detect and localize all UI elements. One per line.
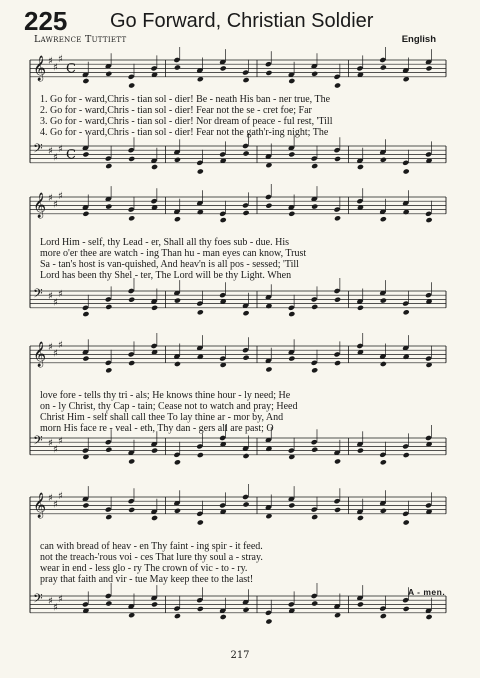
note-head: [220, 65, 227, 71]
bass-clef: 𝄢: [33, 433, 43, 452]
note-head: [220, 217, 227, 223]
note-head: [311, 600, 318, 606]
lyric-line: Lord has been thy Shel - ter, The Lord will be thy Light. When: [40, 270, 292, 281]
note-head: [105, 71, 112, 77]
time-signature: C: [66, 61, 76, 77]
note-head: [288, 151, 295, 157]
lyric-line: Christ Him - self shall call thee To lay thine ar - mor by, And: [40, 412, 284, 423]
note-head: [311, 163, 318, 169]
note-head: [220, 614, 227, 620]
key-signature-sharp: ♯: [58, 190, 63, 202]
note-head: [197, 452, 204, 458]
hymn-title: Go Forward, Christian Soldier: [110, 10, 374, 32]
note-head: [403, 168, 410, 174]
lyric-line: morn His face re - veal - eth, Thy dan - gers all are past; O: [40, 423, 274, 434]
note-head: [380, 157, 387, 163]
key-signature-sharp: ♯: [48, 56, 53, 67]
note-head: [174, 298, 181, 304]
note-head: [380, 64, 387, 70]
key-signature-sharp: ♯: [48, 342, 53, 353]
note-head: [128, 215, 135, 221]
note-head: [151, 448, 158, 454]
note-head: [357, 515, 364, 521]
note-head: [242, 310, 249, 316]
note-head: [105, 514, 112, 520]
key-signature-sharp: ♯: [58, 289, 63, 301]
bass-clef: 𝄢: [33, 286, 43, 305]
note-head: [151, 164, 158, 170]
note-head: [197, 309, 204, 315]
note-head: [174, 216, 181, 222]
note-head: [174, 613, 181, 619]
lyric-line: pray that faith and vir - tue May keep thee to the last!: [40, 574, 254, 585]
lyric-line: Lord Him - self, thy Lead - er, Shall all thy foes sub - due. His: [40, 237, 289, 248]
note-head: [311, 204, 318, 210]
note-head: [265, 203, 272, 209]
time-signature: C: [66, 147, 76, 163]
lyrics-system-3: [40, 390, 440, 434]
note-head: [242, 355, 249, 361]
note-head: [380, 216, 387, 222]
key-signature-sharp: ♯: [58, 53, 63, 65]
bass-clef: 𝄢: [33, 141, 43, 160]
key-signature-sharp: ♯: [58, 144, 63, 156]
lyrics-system-4: [40, 541, 440, 585]
note-head: [425, 65, 432, 71]
note-head: [403, 452, 410, 458]
bass-clef: 𝄢: [33, 591, 43, 610]
note-head: [151, 515, 158, 521]
lyric-line: not the treach-'rous voi - ces That lure thy soul a - stray.: [40, 552, 263, 563]
key-signature-sharp: ♯: [53, 602, 58, 614]
note-head: [242, 77, 249, 83]
lyric-line: on - ly Christ, thy Cap - tain; Cease not to watch and pray; Heed: [40, 401, 298, 412]
note-head: [82, 211, 89, 217]
amen-label: A - men.: [408, 587, 446, 597]
note-head: [311, 447, 318, 453]
note-head: [380, 613, 387, 619]
note-head: [197, 168, 204, 174]
author-credit: Lawrence Tuttiett: [34, 34, 127, 45]
note-head: [82, 502, 89, 508]
lyric-line: love fore - tells thy tri - als; He knows thine hour - ly need; He: [40, 390, 291, 401]
key-signature-sharp: ♯: [48, 291, 53, 303]
treble-clef: 𝄞: [33, 193, 47, 219]
key-signature-sharp: ♯: [48, 146, 53, 158]
note-head: [105, 204, 112, 210]
note-head: [151, 305, 158, 311]
note-head: [357, 305, 364, 311]
note-head: [403, 519, 410, 525]
key-signature-sharp: ♯: [53, 297, 58, 309]
note-head: [425, 614, 432, 620]
note-head: [82, 151, 89, 157]
note-head: [174, 508, 181, 514]
note-head: [174, 459, 181, 465]
tune-credit: English: [401, 34, 436, 45]
note-head: [242, 453, 249, 459]
note-head: [311, 71, 318, 77]
note-head: [334, 360, 341, 366]
key-signature-sharp: ♯: [48, 438, 53, 450]
key-signature-sharp: ♯: [53, 152, 58, 164]
note-head: [288, 502, 295, 508]
note-head: [334, 156, 341, 162]
note-head: [334, 458, 341, 464]
lyric-line: 3. Go for - ward,Chris - tian sol - dier! Nor dream of peace - ful rest, 'Till: [40, 116, 333, 127]
note-head: [334, 82, 341, 88]
note-head: [403, 606, 410, 612]
note-head: [242, 501, 249, 507]
note-head: [288, 78, 295, 84]
note-head: [265, 366, 272, 372]
note-head: [82, 78, 89, 84]
note-head: [128, 82, 135, 88]
note-head: [334, 297, 341, 303]
key-signature-sharp: ♯: [58, 339, 63, 351]
note-head: [357, 448, 364, 454]
note-head: [105, 163, 112, 169]
note-head: [128, 458, 135, 464]
note-head: [425, 217, 432, 223]
lyric-line: 1. Go for - ward,Chris - tian sol - dier! Be - neath His ban - ner true, The: [40, 94, 331, 105]
note-head: [128, 360, 135, 366]
note-head: [242, 150, 249, 156]
key-signature-sharp: ♯: [58, 594, 63, 606]
lyric-line: wear in end - less glo - ry The crown of vic - to - ry.: [40, 563, 248, 574]
note-head: [197, 606, 204, 612]
note-head: [82, 311, 89, 317]
lyrics-system-2: [40, 237, 440, 281]
note-head: [288, 211, 295, 217]
note-head: [174, 64, 181, 70]
note-head: [265, 618, 272, 624]
treble-clef: 𝄞: [33, 493, 47, 519]
note-head: [105, 367, 112, 373]
note-head: [174, 361, 181, 367]
page-number: 217: [230, 650, 250, 661]
note-head: [334, 215, 341, 221]
note-head: [380, 459, 387, 465]
note-head: [311, 367, 318, 373]
note-head: [288, 311, 295, 317]
note-head: [242, 210, 249, 216]
note-head: [197, 519, 204, 525]
key-signature-sharp: ♯: [53, 62, 58, 74]
treble-clef: 𝄞: [33, 342, 47, 368]
note-head: [128, 156, 135, 162]
lyrics-system-1: [40, 94, 440, 138]
note-head: [380, 508, 387, 514]
treble-clef: 𝄞: [33, 56, 47, 82]
note-head: [311, 304, 318, 310]
note-head: [174, 157, 181, 163]
note-head: [82, 356, 89, 362]
note-head: [105, 600, 112, 606]
key-signature-sharp: ♯: [53, 199, 58, 211]
lyric-line: more o'er thee are watch - ing Than hu - man eyes can know, Trust: [40, 248, 307, 259]
note-head: [105, 304, 112, 310]
lyric-line: 4. Go for - ward,Chris - tian sol - dier! Fear not the gath'r-ing night; The: [40, 127, 329, 138]
lyric-line: 2. Go for - ward,Chris - tian sol - dier! Fear not the se - cret foe; Far: [40, 105, 312, 116]
hymn-number: 225: [24, 6, 68, 36]
key-signature-sharp: ♯: [48, 596, 53, 608]
note-head: [242, 607, 249, 613]
note-head: [265, 70, 272, 76]
note-head: [403, 309, 410, 315]
key-signature-sharp: ♯: [53, 499, 58, 511]
key-signature-sharp: ♯: [48, 493, 53, 504]
lyric-line: can with bread of heav - en Thy faint - ing spir - it feed.: [40, 541, 263, 552]
note-head: [357, 601, 364, 607]
note-head: [105, 447, 112, 453]
key-signature-sharp: ♯: [58, 490, 63, 502]
note-head: [334, 507, 341, 513]
key-signature-sharp: ♯: [53, 444, 58, 456]
lyric-line: Sa - tan's host is van-quished, And heav'n is all pos - sessed; 'Till: [40, 259, 299, 270]
note-head: [380, 361, 387, 367]
note-head: [311, 514, 318, 520]
key-signature-sharp: ♯: [48, 193, 53, 204]
key-signature-sharp: ♯: [58, 436, 63, 448]
note-head: [151, 601, 158, 607]
key-signature-sharp: ♯: [53, 348, 58, 360]
note-head: [128, 507, 135, 513]
note-head: [128, 297, 135, 303]
note-head: [357, 164, 364, 170]
note-head: [380, 298, 387, 304]
note-head: [288, 356, 295, 362]
